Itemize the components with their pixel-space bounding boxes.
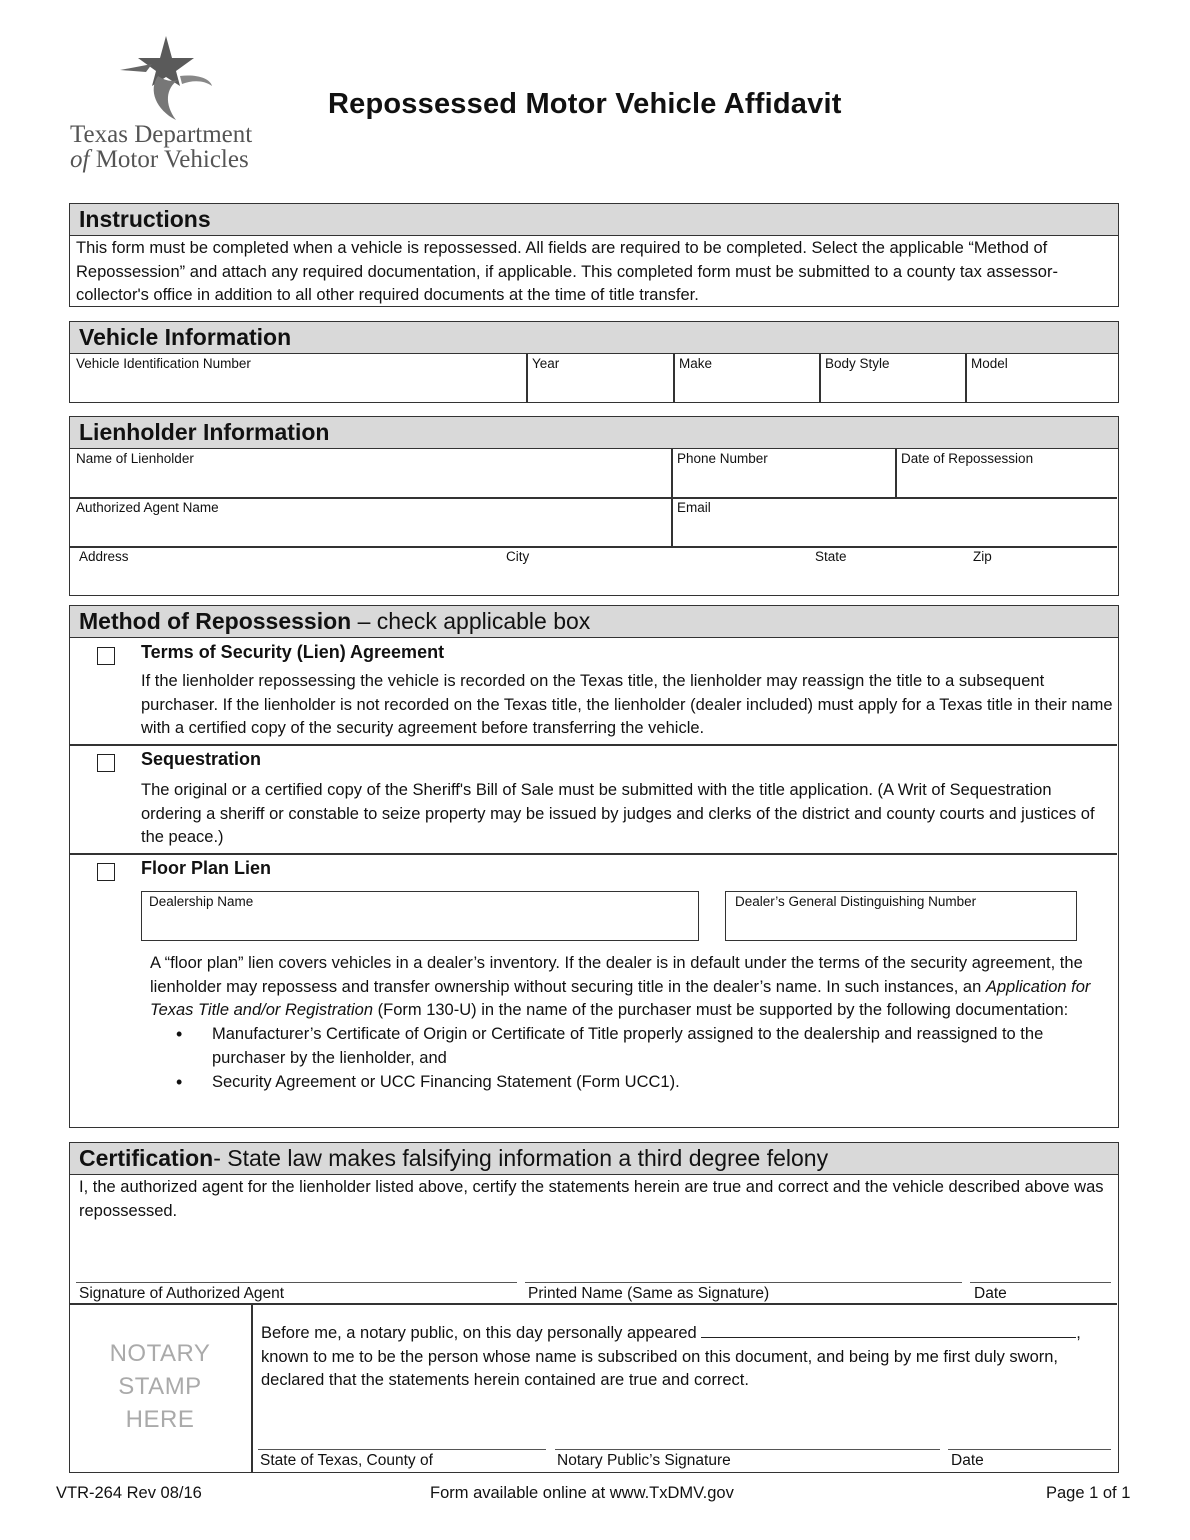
notary-signature-line[interactable] <box>555 1449 940 1450</box>
floor-plan-doc-list <box>150 1023 1110 1094</box>
terms-of-security-title: Terms of Security (Lien) Agreement <box>141 642 445 662</box>
form-available-link[interactable]: Form available online at www.TxDMV.gov <box>430 1484 734 1502</box>
county-label: State of Texas, County of <box>260 1452 433 1469</box>
vehicle-heading: Vehicle Information <box>70 322 1118 354</box>
page-title: Repossessed Motor Vehicle Affidavit <box>328 88 842 120</box>
form-id: VTR-264 Rev 08/16 <box>56 1484 202 1502</box>
phone-field[interactable]: Phone Number <box>677 451 768 466</box>
certification-heading <box>70 1143 1118 1175</box>
terms-of-security-text: If the lienholder repossessing the vehicle is recorded on the Texas title, the lienholder may reassign the title to a subsequent purchaser. If the lienholder is not recorded on the Texas title, the lienholder (dealer included) must apply for a Texas title in their name with a certified copy of the security agreement before transferring the vehicle. <box>141 672 1113 738</box>
notary-stamp-line: NOTARY <box>109 1340 211 1367</box>
lienholder-name-field[interactable]: Name of Lienholder <box>76 451 194 466</box>
agent-signature-line[interactable] <box>76 1282 517 1283</box>
floor-plan-text-a: A “floor plan” lien covers vehicles in a dealer’s inventory. If the dealer is in default under the terms of the security agreement, the lienholder may repossess and transfer ownership without securing title in the dealer’s name. In such instances, an <box>150 954 1083 996</box>
terms-of-security-checkbox[interactable] <box>97 647 115 665</box>
dealership-name-field[interactable] <box>141 891 699 941</box>
cert-date-label: Date <box>974 1285 1007 1302</box>
printed-name-line[interactable] <box>525 1282 962 1283</box>
floor-plan-lien-checkbox[interactable] <box>97 863 115 881</box>
dealer-gdn-field[interactable] <box>725 891 1077 941</box>
agency-line2: Motor Vehicles <box>95 146 249 173</box>
agency-name <box>70 122 252 172</box>
txdmv-star-logo <box>118 34 213 124</box>
lienholder-section <box>69 416 1119 596</box>
dealership-name-label: Dealership Name <box>149 894 254 909</box>
method-heading <box>70 606 1118 638</box>
notary-stamp-area <box>70 1303 251 1472</box>
instructions-section <box>69 203 1119 307</box>
printed-name-label: Printed Name (Same as Signature) <box>528 1285 770 1302</box>
notary-date-label: Date <box>951 1452 984 1469</box>
instructions-text: This form must be completed when a vehicle is repossessed. All fields are required to be completed. Select the applicable “Method of Repossession” and attach any required documentation, if applicable. This completed form must be submitted to a county tax assessor-collector's office in addition to all other required documents at the time of title transfer. <box>76 239 1058 304</box>
year-field[interactable]: Year <box>532 356 560 371</box>
zip-field[interactable]: Zip <box>973 549 992 564</box>
make-field[interactable]: Make <box>679 356 713 371</box>
notary-date-line[interactable] <box>948 1449 1111 1450</box>
model-field[interactable]: Model <box>971 356 1008 371</box>
list-item: • Manufacturer’s Certificate of Origin or Certificate of Title properly assigned to the dealership and reassigned to the purchaser by the lienholder, and <box>150 1023 1110 1070</box>
city-field[interactable]: City <box>506 549 530 564</box>
sequestration-text: The original or a certified copy of the Sheriff's Bill of Sale must be submitted with the title application. (A Writ of Sequestration ordering a sheriff or constable to seize property may be issued by judges and clerks of the district and county courts and justices of the peace.) <box>141 781 1095 847</box>
agency-of: of <box>70 146 90 173</box>
method-section <box>69 605 1119 1128</box>
state-field[interactable]: State <box>815 549 847 564</box>
method-heading-title: Method of Repossession <box>79 608 352 634</box>
page-number: Page 1 of 1 <box>1046 1484 1131 1502</box>
floor-plan-text-b: (Form 130-U) in the name of the purchaser must be supported by the following documentation: <box>373 1001 1069 1020</box>
email-field[interactable]: Email <box>677 500 711 515</box>
sequestration-title: Sequestration <box>141 749 262 769</box>
body-style-field[interactable]: Body Style <box>825 356 890 371</box>
instructions-heading: Instructions <box>70 204 1118 236</box>
repossession-date-field[interactable]: Date of Repossession <box>901 451 1034 466</box>
floor-plan-lien-text <box>150 952 1110 1094</box>
dealer-gdn-label: Dealer’s General Distinguishing Number <box>735 894 977 909</box>
cert-date-line[interactable] <box>970 1282 1111 1283</box>
notary-signature-label: Notary Public’s Signature <box>557 1452 731 1469</box>
agency-line1: Texas Department <box>70 121 253 148</box>
notary-stamp-text <box>70 1337 250 1436</box>
method-heading-sub: – check applicable box <box>351 608 591 634</box>
certification-text: I, the authorized agent for the lienholder listed above, certify the statements herein are true and correct and the vehicle described above was repossessed. <box>79 1178 1104 1220</box>
floor-plan-text-italic: Application for Texas Title and/or Registration <box>150 977 1091 1020</box>
notary-stamp-line: HERE <box>125 1406 195 1433</box>
appeared-name-line[interactable] <box>701 1323 1076 1338</box>
vehicle-section <box>69 321 1119 403</box>
floor-plan-lien-title: Floor Plan Lien <box>141 858 272 878</box>
certification-heading-sub: - State law makes falsifying information a third degree felony <box>213 1145 829 1171</box>
notary-text-2: known to me to be the person whose name is subscribed on this document, and being by me first duly sworn, declared that the statements herein contained are true and correct. <box>261 1347 1059 1389</box>
notary-text-1: Before me, a notary public, on this day personally appeared <box>261 1324 697 1342</box>
sequestration-checkbox[interactable] <box>97 754 115 772</box>
notary-stamp-line: STAMP <box>118 1373 202 1400</box>
agent-signature-label: Signature of Authorized Agent <box>79 1285 285 1302</box>
notary-statement: Before me, a notary public, on this day personally appeared , known to me to be the person whose name is subscribed on this document, and being by me first duly sworn, declared that the statements herein contained are true and correct. <box>261 1324 1081 1389</box>
county-line[interactable] <box>258 1449 546 1450</box>
agent-name-field[interactable]: Authorized Agent Name <box>76 500 219 515</box>
address-field[interactable]: Address <box>79 549 129 564</box>
vin-field[interactable]: Vehicle Identification Number <box>76 356 251 371</box>
certification-section <box>69 1142 1119 1473</box>
certification-heading-title: Certification <box>79 1145 214 1171</box>
list-item: • Security Agreement or UCC Financing Statement (Form UCC1). <box>150 1071 1110 1095</box>
lienholder-heading: Lienholder Information <box>70 417 1118 449</box>
